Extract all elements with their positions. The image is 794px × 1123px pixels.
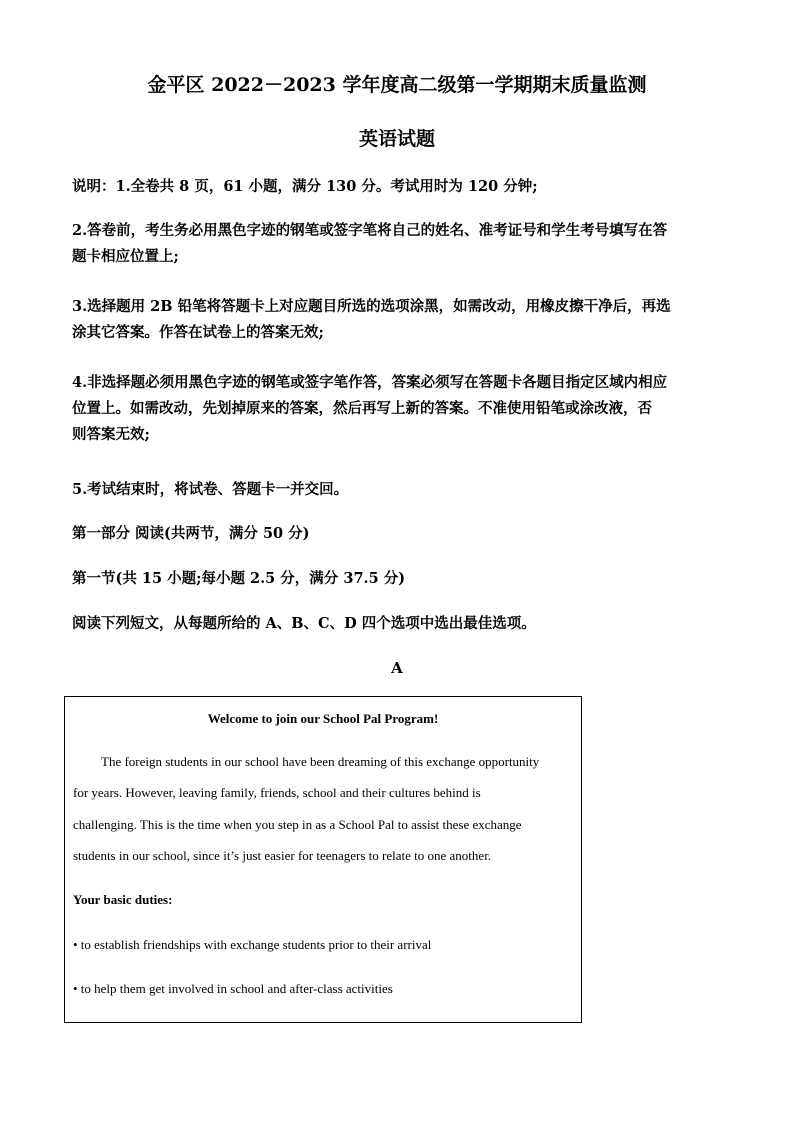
instruction-line: 2.答卷前，考生务必用黑色字迹的钢笔或签字笔将自己的姓名、准考证号和学生考号填写在答 (72, 222, 668, 239)
instruction-line: 涂其它答案。作答在试卷上的答案无效; (72, 324, 324, 341)
instruction-1 (72, 174, 724, 200)
exam-title: 金平区 2022－2023 学年度高二级第一学期期末质量监测 (147, 74, 647, 96)
instruction-line: 3.选择题用 2B 铅笔将答题卡上对应题目所选的选项涂黑，如需改动，用橡皮擦干净后，再选 (72, 298, 671, 315)
passage-title: Welcome to join our School Pal Program! (207, 711, 439, 726)
duty-item: • to help them get involved in school and after-class activities (73, 981, 393, 996)
instruction-line: 题卡相应位置上; (72, 248, 179, 265)
instruction-4 (72, 370, 724, 448)
directions-text: 阅读下列短文，从每题所给的 A、B、C、D 四个选项中选出最佳选项。 (72, 615, 536, 632)
section-heading: 第一节(共 15 小题;每小题 2.5 分，满分 37.5 分) (72, 570, 406, 587)
passage-body-line: challenging. This is the time when you step in as a School Pal to assist these exchange (73, 817, 522, 832)
instruction-line: 则答案无效; (72, 426, 150, 443)
exam-subtitle: 英语试题 (358, 128, 435, 150)
passage-box (64, 696, 582, 1023)
passage-body-line: The foreign students in our school have been dreaming of this exchange opportunity (101, 754, 540, 769)
passage-body-line: for years. However, leaving family, friends, school and their cultures behind is (73, 785, 481, 800)
instruction-line: 4.非选择题必须用黑色字迹的钢笔或签字笔作答，答案必须写在答题卡各题目指定区域内相应 (72, 374, 668, 391)
instruction-5 (72, 477, 724, 503)
duty-item: • to establish friendships with exchange students prior to their arrival (73, 937, 432, 952)
instruction-line: 位置上。如需改动，先划掉原来的答案，然后再写上新的答案。不准使用铅笔或涂改液，否 (72, 400, 652, 417)
instruction-3 (72, 294, 724, 346)
instruction-2 (72, 218, 724, 270)
passage-body-line: students in our school, since it’s just easier for teenagers to relate to one another. (73, 848, 492, 863)
part-heading: 第一部分 阅读(共两节，满分 50 分) (72, 525, 310, 542)
passage-label: A (391, 659, 403, 677)
instruction-line: 说明：1.全卷共 8 页，61 小题，满分 130 分。考试用时为 120 分钟; (72, 178, 538, 195)
duties-heading: Your basic duties: (73, 892, 173, 907)
instruction-line: 5.考试结束时，将试卷、答题卡一并交回。 (72, 481, 349, 498)
